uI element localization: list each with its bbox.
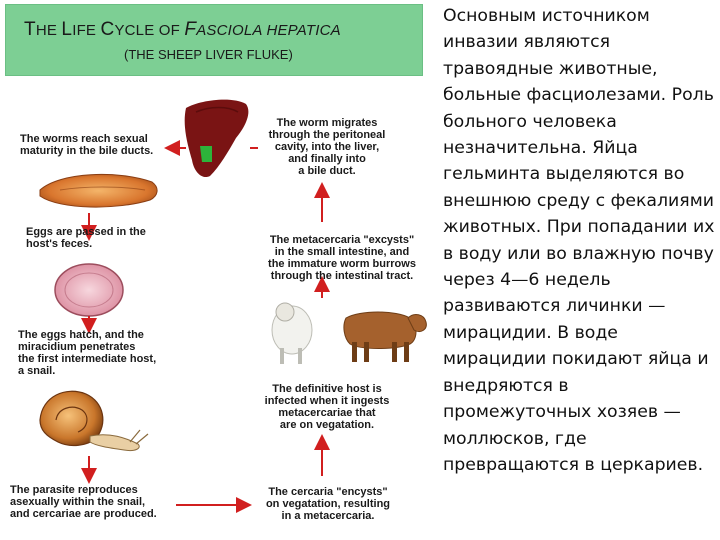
caption-definitive: The definitive host is infected when it ingests metacercariae that are on vegatation. (264, 383, 390, 431)
caption-reproduce: The parasite reproduces asexually within the snail, and cercariae are produced. (10, 484, 157, 520)
caption-maturity: The worms reach sexual maturity in the bile ducts. (20, 133, 154, 157)
caption-hatch: The eggs hatch, and the miracidium penetrates the first intermediate host, a snail. (18, 329, 157, 377)
diagram-title: THE LIFE CYCLE OF FASCIOLA HEPATICA (24, 19, 341, 40)
adult-worm-illustration (40, 174, 157, 207)
egg-illustration (55, 264, 123, 316)
diagram-subtitle: (THE SHEEP LIVER FLUKE) (124, 47, 293, 62)
caption-migrates: The worm migrates through the peritoneal cavity, into the liver, and finally into a bile duct. (268, 117, 386, 177)
description-text: Основным источником инвазии являются травоядные животные, больные фасциолезами. Роль больного человека незначительна. Яйца гельминта выделяются во внешнюю среду с фекалиями животных. При попадании их в воду или во влажную почву через 4—6 недель развиваются личинки — мирацидии. В воде мирацидии покидают яйца и внедряются в промежуточных хозяев — моллюсков, где превращаются в церкариев. (443, 6, 715, 475)
liver-illustration (185, 100, 249, 177)
sheep-illustration (272, 303, 312, 364)
caption-eggs: Eggs are passed in the host's feces. (26, 226, 146, 250)
caption-encysts: The cercaria "encysts" on vegatation, resulting in a metacercaria. (265, 486, 391, 522)
snail-illustration (40, 391, 148, 450)
cow-illustration (344, 312, 426, 362)
caption-excysts: The metacercaria "excysts" in the small intestine, and the immature worm burrows through the intestinal tract. (268, 234, 416, 282)
